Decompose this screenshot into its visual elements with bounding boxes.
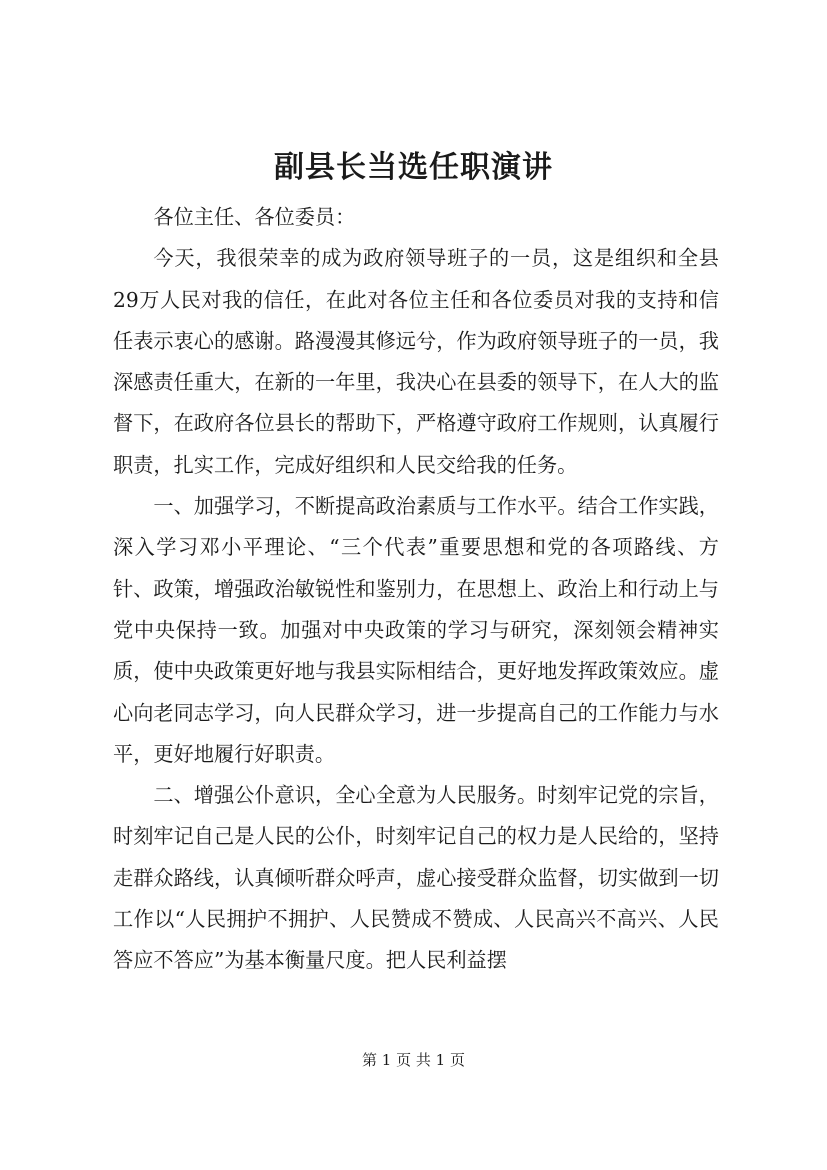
paragraph-section-one: 一、加强学习，不断提高政治素质与工作水平。结合工作实践，深入学习邓小平理论、“三个代表”重要思想和党的各项路线、方针、政策，增强政治敏锐性和鉴别力，在思想上、政治上和行动上与党中央保持一致。加强对中央政策的学习与研究，深刻领会精神实质，使中央政策更好地与我县实际相结合，更好地发挥政策效应。虚心向老同志学习，向人民群众学习，进一步提高自己的工作能力与水平，更好地履行好职责。 [113, 494, 719, 766]
document-title: 副县长当选任职演讲 [274, 150, 553, 185]
document-body [113, 197, 719, 982]
paragraph-section-two: 二、增强公仆意识，全心全意为人民服务。时刻牢记党的宗旨，时刻牢记自己是人民的公仆，时刻牢记自己的权力是人民给的，坚持走群众路线，认真倾听群众呼声，虚心接受群众监督，切实做到一切工作以“人民拥护不拥护、人民赞成不赞成、人民高兴不高兴、人民答应不答应”为基本衡量尺度。把人民利益摆 [113, 783, 719, 973]
paragraph-intro: 今天，我很荣幸的成为政府领导班子的一员，这是组织和全县29万人民对我的信任，在此对各位主任和各位委员对我的支持和信任表示衷心的感谢。路漫漫其修远兮，作为政府领导班子的一员，我深感责任重大，在新的一年里，我决心在县委的领导下，在人大的监督下，在政府各位县长的帮助下，严格遵守政府工作规则，认真履行职责，扎实工作，完成好组织和人民交给我的任务。 [113, 246, 719, 477]
salutation: 各位主任、各位委员： [153, 205, 356, 229]
page-footer: 第 1 页 共 1 页 [362, 1051, 465, 1069]
